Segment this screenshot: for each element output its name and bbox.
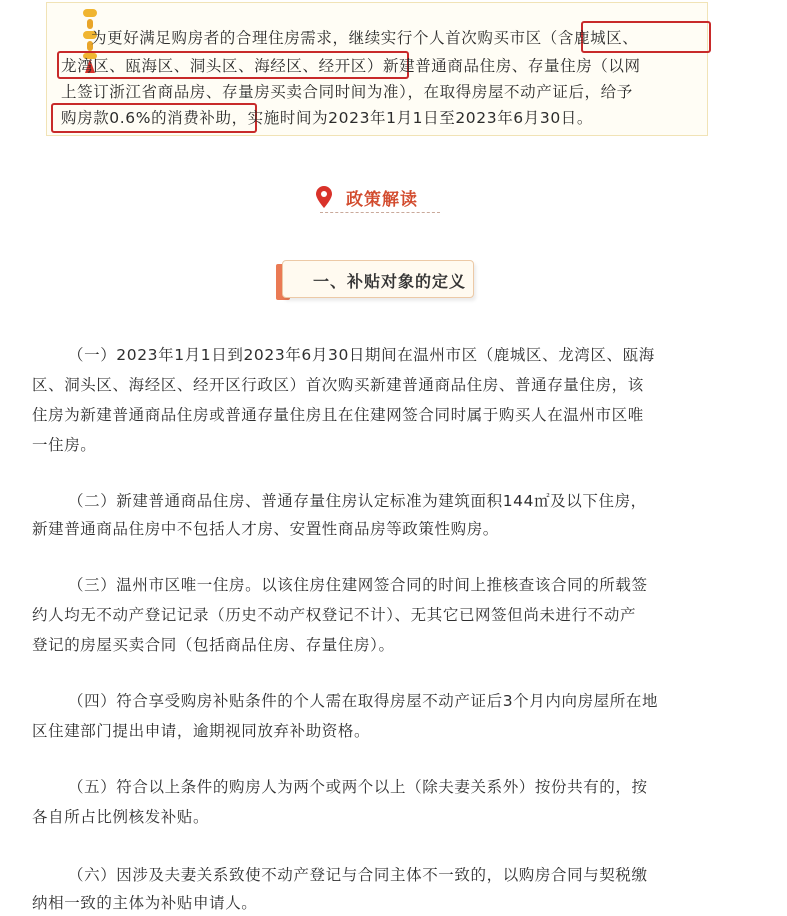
- para-4-line-2: 区住建部门提出申请，逾期视同放弃补助资格。: [32, 722, 371, 740]
- notice-line-1: 为更好满足购房者的合理住房需求，继续实行个人首次购买市区（含鹿城区、: [91, 29, 639, 47]
- notice-line-4: 购房款0.6%的消费补助，实施时间为2023年1月1日至2023年6月30日。: [61, 109, 593, 127]
- para-1-line-4: 一住房。: [32, 436, 97, 454]
- notice-line-2: 龙湾区、瓯海区、洞头区、海经区、经开区）新建普通商品住房、存量住房（以网: [61, 57, 641, 75]
- para-5-line-2: 各自所占比例核发补贴。: [32, 808, 210, 826]
- para-1-line-2: 区、洞头区、海经区、经开区行政区）首次购买新建普通商品住房、普通存量住房，该: [32, 376, 644, 394]
- para-2-line-1: （二）新建普通商品住房、普通存量住房认定标准为建筑面积144㎡及以下住房，: [68, 492, 647, 510]
- para-6-line-2: 纳相一致的主体为补贴申请人。: [32, 894, 258, 912]
- notice-box: [46, 2, 708, 136]
- section-heading: [276, 260, 476, 302]
- para-5-line-1: （五）符合以上条件的购房人为两个或两个以上（除夫妻关系外）按份共有的，按: [68, 778, 648, 796]
- para-2-line-2: 新建普通商品住房中不包括人才房、安置性商品房等政策性购房。: [32, 520, 499, 538]
- para-3-line-1: （三）温州市区唯一住房。以该住房住建网签合同的时间上推核查该合同的所载签: [68, 576, 648, 594]
- para-3-line-2: 约人均无不动产登记记录（历史不动产权登记不计）、无其它已网签但尚未进行不动产: [32, 606, 637, 624]
- policy-heading: [316, 182, 428, 214]
- para-4-line-1: （四）符合享受购房补贴条件的个人需在取得房屋不动产证后3个月内向房屋所在地: [68, 692, 659, 710]
- para-1-line-1: （一）2023年1月1日到2023年6月30日期间在温州市区（鹿城区、龙湾区、瓯海: [68, 346, 655, 364]
- para-3-line-3: 登记的房屋买卖合同（包括商品住房、存量住房）。: [32, 636, 395, 654]
- policy-heading-text: 政策解读: [346, 190, 418, 210]
- section-heading-text: 一、补贴对象的定义: [313, 272, 467, 291]
- location-pin-icon: [316, 186, 332, 208]
- para-1-line-3: 住房为新建普通商品住房或普通存量住房且在住建网签合同时属于购买人在温州市区唯: [32, 406, 644, 424]
- section-heading-box: [282, 260, 474, 298]
- policy-underline: [320, 212, 440, 213]
- notice-line-3: 上签订浙江省商品房、存量房买卖合同时间为准），在取得房屋不动产证后，给予: [61, 83, 633, 101]
- para-6-line-1: （六）因涉及夫妻关系致使不动产登记与合同主体不一致的，以购房合同与契税缴: [68, 866, 648, 884]
